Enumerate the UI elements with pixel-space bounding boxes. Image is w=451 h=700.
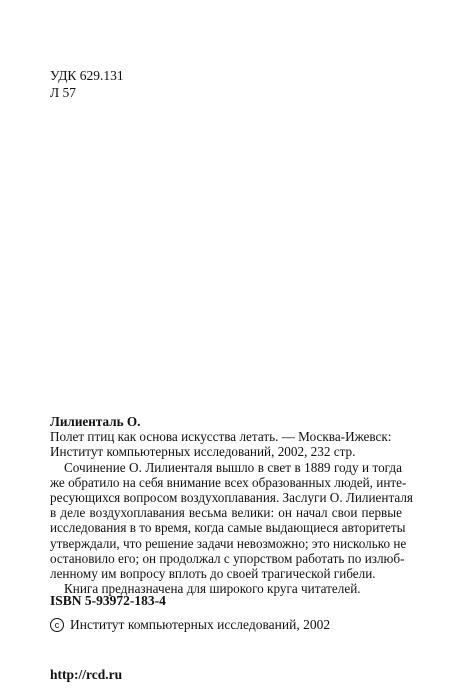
classification-block — [50, 67, 124, 101]
bibliographic-record — [50, 414, 414, 597]
publisher-url[interactable]: http://rcd.ru — [50, 667, 123, 682]
copyright-icon: c — [50, 618, 64, 632]
annotation-line: в деле воздухоплавания весьма велики: он начал свои первые — [50, 505, 402, 521]
udk-code: УДК 629.131 — [50, 68, 124, 83]
bbk-code: Л 57 — [50, 85, 77, 100]
copyright-holder: Институт компьютерных исследований, 2002 — [70, 617, 331, 632]
annotation-line: Сочинение О. Лилиенталя вышло в свет в 1889 году и тогда — [64, 459, 402, 475]
annotation-line: ресующихся вопросом воздухоплавания. Заслуги О. Лилиенталя — [50, 490, 414, 506]
annotation-line: же обратило на себя внимание всех образованных людей, инте- — [50, 474, 407, 490]
title-line: Институт компьютерных исследований, 2002, 232 стр. — [50, 444, 356, 460]
author-name: Лилиенталь О. — [50, 414, 141, 429]
copyright-line — [50, 617, 330, 633]
annotation-line: утверждали, что решение задачи невозможно; это нисколько не — [50, 535, 407, 551]
annotation-line: исследования в то время, когда самые выдающиеся авторитеты — [50, 520, 406, 536]
annotation — [50, 459, 414, 597]
annotation-line: остановило его; он продолжал с упорством работать по излюб- — [50, 550, 405, 566]
annotation-line: ленному им вопросу вплоть до своей трагической гибели. — [50, 566, 376, 582]
title-line: Полет птиц как основа искусства летать. — Москва-Ижевск: — [50, 429, 392, 445]
audience-note: Книга предназначена для широкого круга читателей. — [64, 581, 361, 597]
isbn-number: ISBN 5-93972-183-4 — [50, 593, 166, 608]
